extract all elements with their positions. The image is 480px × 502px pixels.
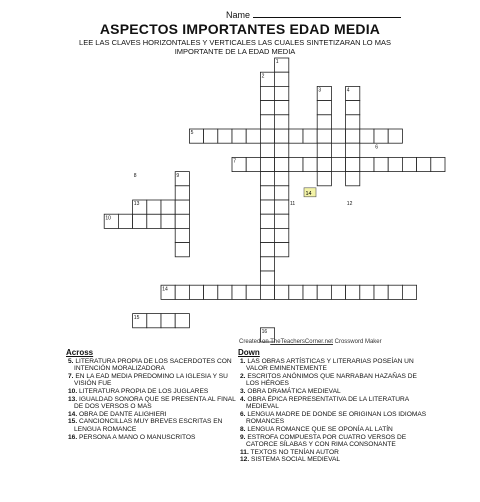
across-clue xyxy=(66,373,246,388)
down-clue-text: SISTEMA SOCIAL MEDIEVAL xyxy=(251,456,341,464)
crossword-cell xyxy=(431,157,445,171)
down-clue-number: 9. xyxy=(240,433,246,441)
down-clue-text: LENGUA MADRE DE DONDE SE ORIGINAN LOS IDIOMAS ROMANCES xyxy=(246,410,427,426)
crossword-cell xyxy=(260,86,274,100)
down-clue-number: 3. xyxy=(240,387,246,395)
crossword-cell xyxy=(346,101,360,115)
clue-number-n1: 1 xyxy=(275,59,279,66)
crossword-cell xyxy=(260,186,274,200)
across-clue-text: OBRA DE DANTE ALIGHIERI xyxy=(79,410,167,418)
crossword-cell xyxy=(374,129,388,143)
down-clue-number: 6. xyxy=(240,410,246,418)
crossword-cell xyxy=(275,129,289,143)
across-clue-number: 16. xyxy=(68,433,78,441)
crossword-cell xyxy=(218,285,232,299)
clue-number-n4: 4 xyxy=(346,87,350,94)
clue-number-n15: 15 xyxy=(133,314,140,321)
across-clue xyxy=(66,396,246,411)
across-clue-number: 5. xyxy=(68,357,74,365)
crossword-cell xyxy=(303,129,317,143)
crossword-cell xyxy=(204,129,218,143)
credit-line xyxy=(239,339,382,345)
across-clues xyxy=(66,349,246,441)
name-label: Name xyxy=(226,10,251,20)
down-clue xyxy=(238,396,428,411)
crossword-cell xyxy=(317,285,331,299)
crossword-cell xyxy=(175,214,189,228)
across-clue-text: LITERATURA PROPIA DE LOS JUGLARES xyxy=(79,387,209,395)
crossword-cell xyxy=(260,285,274,299)
credit-suffix: Crossword Maker xyxy=(334,339,382,345)
clue-number-n7: 7 xyxy=(233,158,236,165)
clue-number-n9: 9 xyxy=(176,172,180,179)
across-clue xyxy=(66,358,246,373)
clue-number-n5: 5 xyxy=(190,130,194,137)
down-clue-text: ESCRITOS ANÓNIMOS QUE NARRABAN HAZAÑAS DE LOS HÉROES xyxy=(246,372,417,388)
crossword-cell xyxy=(275,72,289,86)
crossword-cell xyxy=(147,314,161,328)
crossword-cell xyxy=(317,172,331,186)
crossword-cell xyxy=(275,285,289,299)
crossword-cell xyxy=(175,228,189,242)
across-heading: Across xyxy=(66,348,94,357)
crossword-cell xyxy=(133,214,147,228)
crossword-cell xyxy=(346,115,360,129)
down-clue-number: 4. xyxy=(240,395,246,403)
crossword-cell xyxy=(275,143,289,157)
across-clue xyxy=(66,434,246,442)
crossword-cell xyxy=(388,285,402,299)
across-clue-text: CANCIONCILLAS MUY BREVES ESCRITAS EN LENGUA ROMANCE xyxy=(74,418,223,433)
down-clue-text: TEXTOS NO TENÍAN AUTOR xyxy=(250,448,339,456)
crossword-cell xyxy=(260,228,274,242)
page-title: ASPECTOS IMPORTANTES EDAD MEDIA xyxy=(99,21,381,37)
crossword-cell xyxy=(147,214,161,228)
clue-number-n3: 3 xyxy=(318,87,322,94)
crossword-cell xyxy=(275,200,289,214)
crossword-cell xyxy=(331,129,345,143)
across-clue xyxy=(66,418,246,433)
crossword-cell xyxy=(218,129,232,143)
across-clue-number: 7. xyxy=(68,372,74,380)
crossword-cell xyxy=(303,285,317,299)
crossword-cell xyxy=(317,101,331,115)
down-clues xyxy=(238,349,428,464)
credit-site: TheTeachersCorner.net xyxy=(270,339,333,345)
crossword-cell xyxy=(331,157,345,171)
crossword-cell xyxy=(317,157,331,171)
clue-number-n11: 11 xyxy=(290,201,296,208)
crossword-cell xyxy=(246,285,260,299)
crossword-cell xyxy=(275,101,289,115)
crossword-cell xyxy=(260,129,274,143)
crossword-cell xyxy=(260,115,274,129)
crossword-cell xyxy=(175,314,189,328)
down-clue-text: OBRA ÉPICA REPRESENTATIVA DE LA LITERATURA MEDIEVAL xyxy=(246,395,409,411)
crossword-cell xyxy=(232,285,246,299)
clue-number-n14: 14 xyxy=(162,286,168,293)
down-heading: Down xyxy=(238,348,260,357)
crossword-cell xyxy=(289,285,303,299)
across-clue-number: 15. xyxy=(68,418,78,426)
across-clue-number: 10. xyxy=(68,387,78,395)
across-clue-text: PERSONA A MANO O MANUSCRITOS xyxy=(79,433,196,441)
down-clue-number: 1. xyxy=(240,357,246,365)
down-clue xyxy=(238,388,428,396)
clue-number-n6: 6 xyxy=(375,144,378,151)
clue-number-n12: 12 xyxy=(346,201,353,208)
crossword-cell xyxy=(147,200,161,214)
across-clue-text: IGUALDAD SONORA QUE SE PRESENTA AL FINAL DE DOS VERSOS O MAS xyxy=(74,395,236,411)
down-clue-number: 2. xyxy=(240,372,246,380)
crossword-cell xyxy=(189,285,203,299)
crossword-cell xyxy=(232,129,246,143)
down-clue xyxy=(238,373,428,388)
crossword-cell xyxy=(317,115,331,129)
clue-number-n13: 13 xyxy=(133,201,140,208)
crossword-cell xyxy=(260,157,274,171)
credit-prefix: Created on xyxy=(239,339,269,345)
crossword-cell xyxy=(118,214,132,228)
crossword-cell xyxy=(246,129,260,143)
crossword-cell xyxy=(161,200,175,214)
clue-number-n8: 8 xyxy=(133,172,137,179)
down-clue-number: 8. xyxy=(240,425,246,433)
down-clue-number: 12. xyxy=(240,456,250,464)
crossword-cell xyxy=(317,129,331,143)
across-clue-number: 14. xyxy=(68,410,78,418)
crossword-cell xyxy=(289,157,303,171)
crossword-cell xyxy=(360,285,374,299)
crossword-cell xyxy=(175,285,189,299)
clue-number-n10: 10 xyxy=(105,215,111,222)
down-clue-text: LENGUA ROMANCE QUE SE OPONÍA AL LATÍN xyxy=(247,425,393,433)
crossword-cell xyxy=(275,243,289,257)
crossword-cell xyxy=(275,115,289,129)
crossword-cell xyxy=(260,143,274,157)
crossword-cell xyxy=(402,285,416,299)
down-clue-number: 11. xyxy=(240,448,249,456)
crossword-cell xyxy=(260,271,274,285)
down-clue-text: ESTROFA COMPUESTA POR CUATRO VERSOS DE CATORCE SÍLABAS Y CON RIMA CONSONANTE xyxy=(246,433,407,449)
crossword-cell xyxy=(204,285,218,299)
clue-number-n16: 16 xyxy=(261,329,268,335)
crossword-cell xyxy=(303,157,317,171)
crossword-cell xyxy=(289,129,303,143)
crossword-cell xyxy=(175,186,189,200)
crossword-cell xyxy=(275,86,289,100)
crossword-cell xyxy=(260,101,274,115)
crossword-cell xyxy=(388,157,402,171)
crossword-cell xyxy=(402,157,416,171)
crossword-cell xyxy=(275,214,289,228)
down-clue-text: OBRA DRAMÁTICA MEDIEVAL xyxy=(247,387,341,395)
crossword-cell xyxy=(275,157,289,171)
across-clue xyxy=(66,411,246,419)
crossword-cell xyxy=(417,157,431,171)
crossword-cell xyxy=(374,285,388,299)
crossword-cell xyxy=(161,214,175,228)
crossword-cell xyxy=(346,129,360,143)
down-clue xyxy=(238,456,428,464)
crossword-cell xyxy=(260,200,274,214)
down-clue xyxy=(238,434,428,449)
instructions: LEE LAS CLAVES HORIZONTALES Y VERTICALES LAS CUALES SINTETIZARAN LO MAS IMPORTANTE DE LA EDAD MEDIA xyxy=(79,38,391,56)
crossword-cell xyxy=(346,172,360,186)
crossword-cell xyxy=(260,257,274,271)
crossword-cell xyxy=(360,129,374,143)
across-clue-number: 13. xyxy=(68,395,78,403)
crossword-cell xyxy=(246,157,260,171)
crossword-cell xyxy=(260,172,274,186)
crossword-cell xyxy=(260,214,274,228)
crossword-cell xyxy=(275,186,289,200)
crossword-cell xyxy=(317,143,331,157)
crossword-cell xyxy=(388,129,402,143)
across-clue-text: LITERATURA PROPIA DE LOS SACERDOTES CON INTENCIÓN MORALIZADORA xyxy=(74,357,232,373)
down-clue-text: LAS OBRAS ARTÍSTICAS Y LITERARIAS POSEÍAN UN VALOR EMINENTEMENTE xyxy=(246,357,414,373)
clue-number-n2: 2 xyxy=(261,73,265,80)
crossword-cell xyxy=(175,200,189,214)
down-clue xyxy=(238,358,428,373)
crossword-cell xyxy=(331,285,345,299)
crossword-cell xyxy=(260,243,274,257)
across-clue-text: EN LA EAD MEDIA PREDOMINO LA IGLESIA Y SU VISIÓN FUE xyxy=(74,372,228,388)
crossword-cell xyxy=(346,157,360,171)
crossword-cell xyxy=(275,228,289,242)
crossword-cell xyxy=(161,314,175,328)
highlight-marker-label: 14 xyxy=(305,190,312,197)
across-clue xyxy=(66,388,246,396)
crossword-cell xyxy=(275,172,289,186)
crossword-cell xyxy=(360,157,374,171)
crossword-cell xyxy=(374,157,388,171)
down-clue xyxy=(238,411,428,426)
down-clue xyxy=(238,449,428,457)
crossword-cell xyxy=(346,285,360,299)
crossword-cell xyxy=(346,143,360,157)
crossword-cell xyxy=(175,243,189,257)
down-clue xyxy=(238,426,428,434)
